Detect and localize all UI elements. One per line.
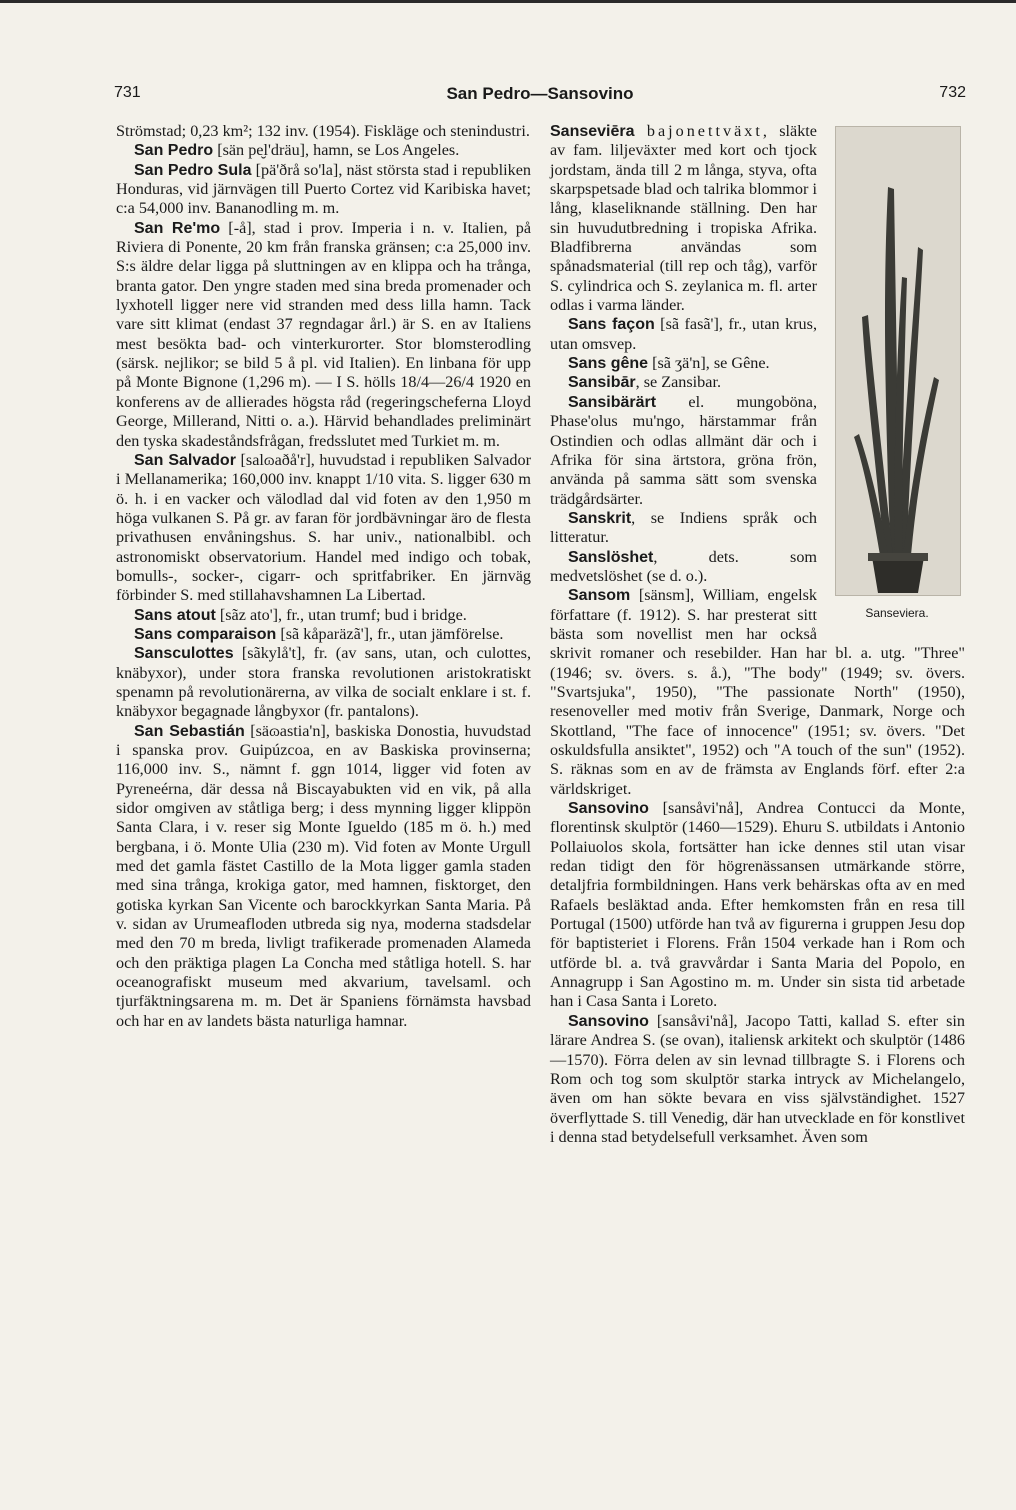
entry: San Re'mo [-å], stad i prov. Imperia i n. v. Italien, på Riviera di Ponente, 20 km från franska gränsen; c:a 25,000 inv. S:s äldre delar ligga på sluttningen av en klippa och ha trånga, branta gator. Den yngre staden med sina breda promenader och lyxhotell ligger nere vid stranden med dess lilla hamn. Tack vare sitt klimat (endast 37 regndagar årl.) är S. en av Italiens mest besökta bad- och vinterkurorter. Stor blomsterodling (särsk. nejlikor; se bild 5 å pl. vid Italien). En linbana för upp på Monte Bignone (1,296 m). — I S. hölls 18/4—26/4 1920 en konferens av de allierades högsta råd (regeringscheferna Lloyd George, Millerand, Nitti o. a.). Härvid behandlades preliminärt den tyska skadeståndsfrågan, fredsslutet med Turkiet m. m. [116, 218, 532, 450]
entry: Sans atout [sãz ato'], fr., utan trumf; bud i bridge. [134, 605, 467, 624]
page-number-left: 731 [114, 84, 141, 101]
entry: Sansom [sänsm], William, engelsk författare (f. 1912). S. har presterat sitt bästa som novellist men har också skrivit romaner och resebilder. Han har bl. a. utg. "Three" (1946; sv. övers. s. å.), "The body" (1949; sv. övers. "Svartsjuka", 1950), "The passionate North" (1950), resenoveller med motiv från Sverige, Danmark, Norge och Skottland, "The face of innocence" (1951; sv. övers. "Det oskuldsfulla ansiktet", 1952) och "A touch of the sun" (1952). S. räknas som en av de främsta av Englands förf. efter 2:a världskriget. [550, 586, 965, 798]
entry: Sanskrit, se Indiens språk och litteratur. [550, 508, 817, 547]
figure [829, 122, 965, 637]
entry: Sansibärärt el. mungoböna, Phase'olus mu'ngo, härstammar från Ostindien och odlas allmänt där och i Afrika för sina ärtstora, gröna frön, använda på samma sätt som svenska trädgårdsärter. [550, 392, 817, 508]
entry: Sans gêne [sã ʒä'n], se Gêne. [568, 354, 770, 373]
entry: Sansibār, se Zansibar. [568, 373, 722, 392]
figure-caption: Sanseviera. [865, 606, 929, 620]
plant-photo-icon [836, 127, 960, 595]
right-column [550, 122, 965, 1147]
entry: San Pedro Sula [pä'ðrå so'la], näst största stad i republiken Honduras, vid järnvägen till Puerto Cortez vid Karibiska havet; c:a 54,000 inv. Bananodling m. m. [116, 160, 531, 218]
entry: Sansculottes [sãkylå't], fr. (av sans, utan, och culottes, knäbyxor), under stora franska revolutionen aristokratiskt spenamn på revolutionärerna, av vilka de socialt enklare i st. f. knäbyxor begagnade långbyxor (fr. pantalons). [116, 644, 531, 721]
page-number-right: 732 [939, 84, 966, 101]
entry: Sanseviēra bajonettväxt, släkte av fam. liljeväxter med kort och tjock jordstam, ända till 2 m långa, styva, ofta skarpspetsade blad och talrika blommor i lång, klaseliknande ställning. Den har sin huvudutbredning i tropiska Afrika. Bladfibrerna användas som spånadsmaterial (till rep och tåg), varför S. cylindrica och S. zeylanica m. fl. arter odlas i varma länder. [550, 122, 817, 315]
entry: Sansovino [sansåvi'nå], Andrea Contucci da Monte, florentinsk skulptör (1460—1529). Ehuru S. utbildats i Antonio Pollaiuolos skola, fortsätter han icke dennes stil utan visar redan tidigt den för högrenässansen utmärkande större, detaljfria formbildningen. Hans verk behärskas ofta av en med Rafaels besläktad anda. Efter hemkomsten från en resa till Portugal (1500) utförde han två av figurerna i gruppen Jesu dop för baptisteriet i Florens. Från 1504 verkade han i Rom och utförde bl. a. två gravvårdar i Santa Maria del Popolo, en Annagrupp i San Agostino m. m. Under sin sista tid arbetade han i Casa Santa i Loreto. [550, 799, 965, 1011]
entry: Sanslöshet, dets. som medvetslöshet (se d. o.). [550, 547, 817, 585]
entry: Sans façon [sã fasã'], fr., utan krus, utan omsvep. [550, 315, 817, 353]
running-title: San Pedro—Sansovino [446, 84, 634, 103]
entry: San Salvador [salɷaðå'r], huvudstad i republiken Salvador i Mellanamerika; 160,000 inv. knappt 1/10 vita. S. ligger 630 m ö. h. i en vacker och välodlad dal vid foten av den 1,950 m höga vulkanen S. På gr. av faran för jordbävningar äro de flesta privathusen envåningshus. S. har univ., nationalbibl. och astronomiskt observatorium. Handel med indigo och tobak, bomulls-, socker-, cigarr- och spritfabriker. En järnväg förbinder S. med stillahavshamnen La Libertad. [116, 450, 532, 605]
entry: Sansovino [sansåvi'nå], Jacopo Tatti, kallad S. efter sin lärare Andrea S. (se ovan), italiensk arkitekt och skulptör (1486—1570). Förra delen av sin levnad tillbragte S. i Florens och Rom och tog som skulptör starka intryck av Michelangelo, även om han sökte bevara en viss självständighet. 1527 överflyttade S. till Venedig, där han utvecklade en för konstlivet i denna stad betydelsefull verksamhet. Även som [550, 1011, 965, 1146]
page-header [114, 84, 966, 108]
entry: San Pedro [sän pe̮l'dräu], hamn, se Los Angeles. [134, 141, 460, 160]
left-column [116, 122, 531, 1031]
entry: Sans comparaison [sã kåparäzã'], fr., utan jämförelse. [134, 624, 504, 643]
entry: Strömstad; 0,23 km²; 132 inv. (1954). Fiskläge och stenindustri. [116, 122, 530, 140]
entry: San Sebastián [säɷastia'n], baskiska Donostia, huvudstad i spanska prov. Guipúzcoa, en av Baskiska provinserna; 116,000 inv. S., nämnt f. ggn 1014, ligger vid foten av Pyreneérna, där dessa nå Biscayabukten vid en vik, på alla sidor omgiven av ståtliga berg; i dess mynning ligger klippön Santa Clara, i v. reser sig Monte Igueldo (185 m ö. h.) med bergbana, i ö. Monte Ulia (230 m). Vid foten av Monte Urgull med det gamla fästet Castillo de la Mota ligger gamla staden med sina trånga, krokiga gator, med hamnen, fisktorget, den gotiska kyrkan San Vicente och barockkyrkan Santa Maria. På v. sidan av Urumeafloden utbreda sig nya, moderna stadsdelar med den 70 m breda, livligt trafikerade promenaden Alameda och den präktiga plagen La Concha med ståtliga hotell. S. har oceanografiskt museum med akvarium, tavelsaml. och tjurfäktningsarena m. m. Det är Spaniens förnämsta havsbad och har en av landets bästa naturliga hamnar. [116, 721, 531, 1030]
sansevieria-plant-photo [835, 126, 961, 596]
top-rule [0, 0, 1016, 3]
